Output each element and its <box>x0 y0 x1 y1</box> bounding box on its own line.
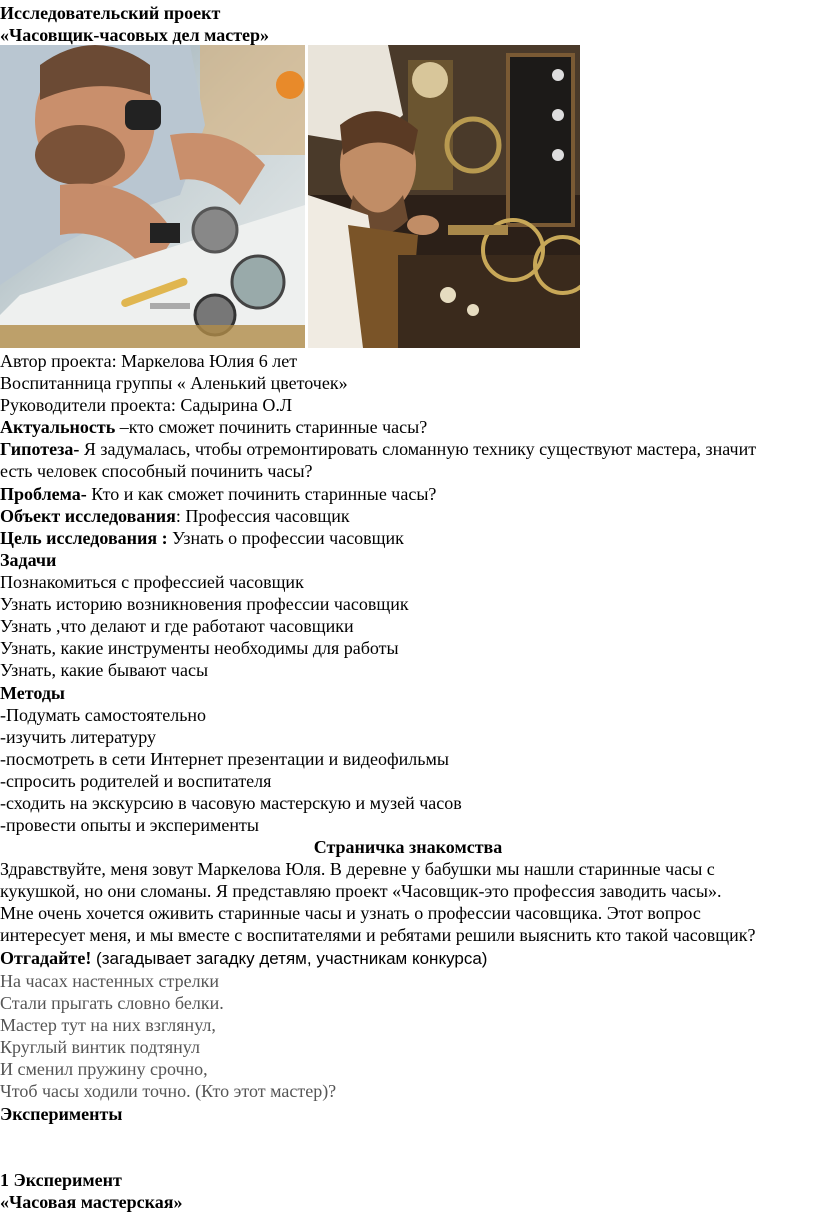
experiment-1-name: «Часовая мастерская» <box>0 1192 183 1212</box>
relevance-text: –кто сможет починить старинные часы? <box>115 417 428 437</box>
tasks-heading: Задачи <box>0 550 57 570</box>
leaders-line: Руководители проекта: Садырина О.Л <box>0 395 293 415</box>
goal-line <box>0 527 404 549</box>
task-item: Познакомиться с профессией часовщик <box>0 572 304 592</box>
intro-line: кукушкой, но они сломаны. Я представляю проект «Часовщик-это профессия заводить часы». <box>0 881 722 901</box>
experiments-heading: Эксперименты <box>0 1104 123 1124</box>
hypothesis-line <box>0 438 756 460</box>
method-item: -провести опыты и эксперименты <box>0 815 260 835</box>
poem-line: Круглый винтик подтянул <box>0 1037 200 1057</box>
intro-line: интересует меня, и мы вместе с воспитателями и ребятами решили выяснить кто такой часовщик? <box>0 925 756 945</box>
hypothesis-text-2: есть человек способный починить часы? <box>0 461 313 481</box>
riddle-label: Отгадайте! <box>0 948 92 968</box>
task-item: Узнать, какие бывают часы <box>0 660 209 680</box>
methods-heading: Методы <box>0 683 65 703</box>
author-line: Автор проекта: Маркелова Юлия 6 лет <box>0 351 298 371</box>
method-item: -посмотреть в сети Интернет презентации и видеофильмы <box>0 749 449 769</box>
goal-label: Цель исследования : <box>0 528 168 548</box>
hypothesis-label: Гипотеза- <box>0 439 80 459</box>
method-item: -Подумать самостоятельно <box>0 705 207 725</box>
poem-line: На часах настенных стрелки <box>0 971 219 991</box>
riddle-line <box>0 947 487 970</box>
poem-line: И сменил пружину срочно, <box>0 1059 208 1079</box>
relevance-line <box>0 416 427 438</box>
experiment-1-title: 1 Эксперимент <box>0 1170 122 1190</box>
method-item: -спросить родителей и воспитателя <box>0 771 272 791</box>
poem-line: Чтоб часы ходили точно. (Кто этот мастер)? <box>0 1081 337 1101</box>
object-line <box>0 505 350 527</box>
problem-label: Проблема- <box>0 484 87 504</box>
hypothesis-text-1: Я задумалась, чтобы отремонтировать сломанную технику существуют мастера, значит <box>79 439 757 459</box>
task-item: Узнать, какие инструменты необходимы для работы <box>0 638 399 658</box>
problem-text: Кто и как сможет починить старинные часы? <box>86 484 437 504</box>
watchmaker-loupe-photo <box>0 45 305 348</box>
task-item: Узнать ,что делают и где работают часовщики <box>0 616 354 636</box>
riddle-note: (загадывает загадку детям, участникам конкурса) <box>91 949 488 968</box>
task-item: Узнать историю возникновения профессии часовщик <box>0 594 409 614</box>
object-label: Объект исследования <box>0 506 176 526</box>
intro-line: Мне очень хочется оживить старинные часы и узнать о профессии часовщика. Этот вопрос <box>0 903 701 923</box>
title-line-2: «Часовщик-часовых дел мастер» <box>0 25 270 45</box>
method-item: -сходить на экскурсию в часовую мастерскую и музей часов <box>0 793 462 813</box>
goal-text: Узнать о профессии часовщик <box>167 528 404 548</box>
problem-line <box>0 483 436 505</box>
poem-line: Стали прыгать словно белки. <box>0 993 224 1013</box>
intro-line: Здравствуйте, меня зовут Маркелова Юля. В деревне у бабушки мы нашли старинные часы с <box>0 859 715 879</box>
object-text: : Профессия часовщик <box>175 506 350 526</box>
relevance-label: Актуальность <box>0 417 116 437</box>
method-item: -изучить литературу <box>0 727 157 747</box>
poem-line: Мастер тут на них взглянул, <box>0 1015 216 1035</box>
old-watchmaker-workshop-photo <box>308 45 580 348</box>
title-line-1: Исследовательский проект <box>0 3 221 23</box>
pupil-line: Воспитанница группы « Аленький цветочек» <box>0 373 348 393</box>
intro-heading: Страничка знакомства <box>313 837 503 857</box>
